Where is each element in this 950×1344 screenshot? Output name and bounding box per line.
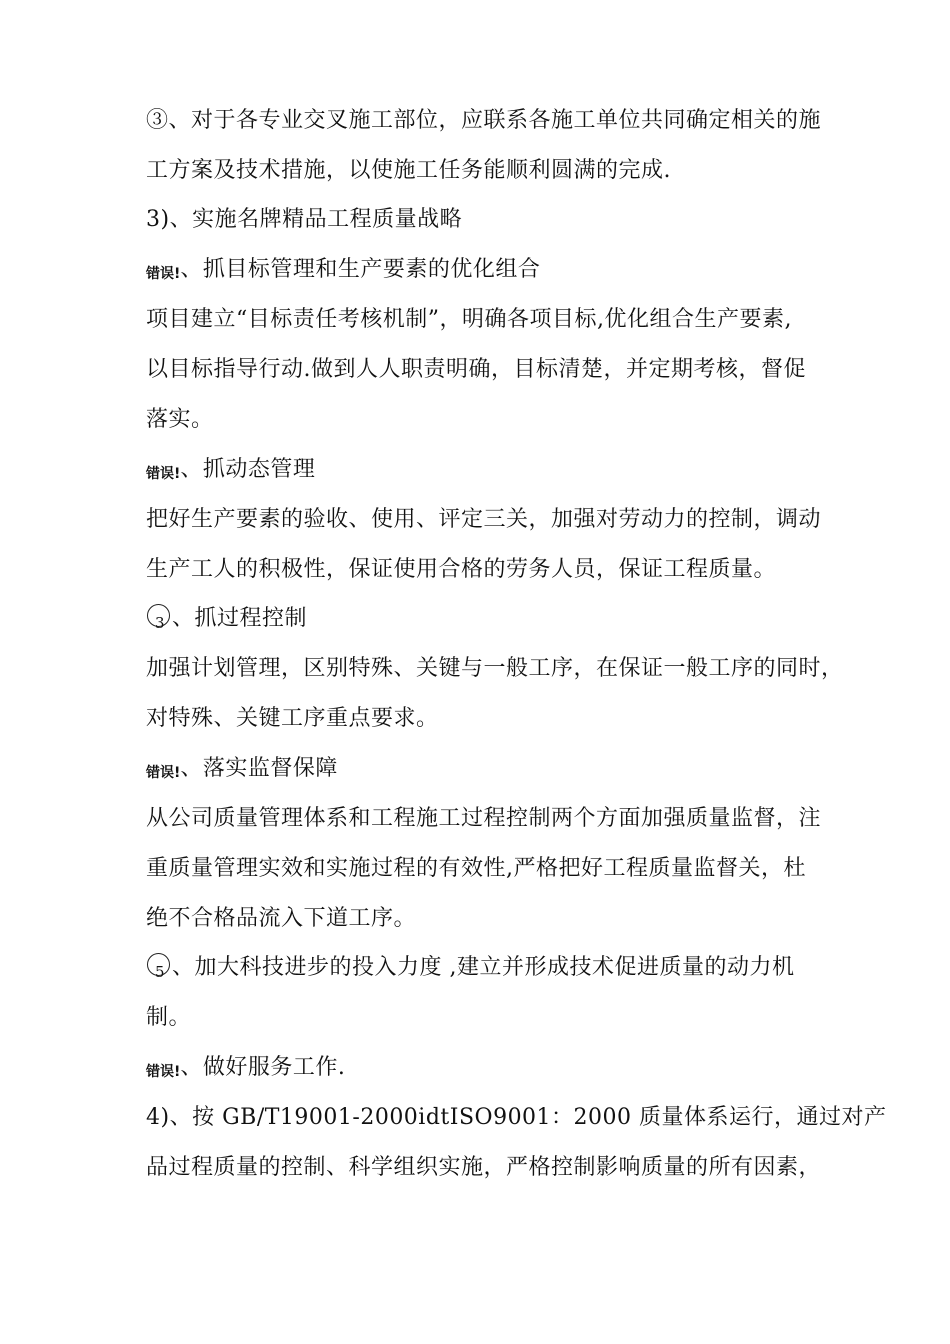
paragraph-line: 生产工人的积极性，保证使用合格的劳务人员，保证工程质量。	[146, 557, 777, 582]
list-item-label: 、抓过程控制	[172, 606, 308, 631]
list-item-heading	[146, 1053, 826, 1085]
paragraph-line: 对特殊、关键工序重点要求。	[146, 706, 439, 731]
error-marker: 错误!	[146, 1064, 181, 1080]
list-item-heading	[146, 953, 826, 983]
list-item-label: 、抓目标管理和生产要素的优化组合	[180, 257, 541, 282]
paragraph-line: 从公司质量管理体系和工程施工过程控制两个方面加强质量监督，注	[146, 806, 822, 831]
section-heading: 3)、实施名牌精品工程质量战略	[146, 207, 463, 232]
paragraph-line: 以目标指导行动.做到人人职责明确，目标清楚，并定期考核，督促	[146, 357, 806, 382]
error-marker: 错误!	[146, 765, 181, 781]
paragraph-line: 品过程质量的控制、科学组织实施，严格控制影响质量的所有因素，	[146, 1155, 822, 1180]
list-item-label: 、抓动态管理	[180, 457, 316, 482]
paragraph-line: 工方案及技术措施，以使施工任务能顺利圆满的完成.	[146, 158, 671, 183]
list-item-label: 、加大科技进步的投入力度 ,建立并形成技术促进质量的动力机	[172, 955, 795, 980]
list-item-label: 、做好服务工作.	[180, 1055, 346, 1080]
paragraph-line: 4)、按 GB/T19001-2000idtISO9001：2000 质量体系运行，通过对产	[146, 1105, 887, 1130]
paragraph-line: 制。	[146, 1005, 192, 1030]
paragraph-line: 落实。	[146, 407, 214, 432]
paragraph-line: ③、对于各专业交叉施工部位，应联系各施工单位共同确定相关的施	[146, 108, 822, 133]
paragraph-line: 绝不合格品流入下道工序。	[146, 906, 417, 931]
paragraph-line: 项目建立“目标责任考核机制”，明确各项目标,优化组合生产要素,	[146, 307, 792, 332]
list-item-heading	[146, 255, 826, 287]
paragraph-line: 重质量管理实效和实施过程的有效性,严格把好工程质量监督关，杜	[146, 856, 806, 881]
list-item-heading	[146, 604, 826, 634]
error-marker: 错误!	[146, 266, 181, 282]
error-marker: 错误!	[146, 466, 181, 482]
circled-number: 5	[146, 953, 172, 983]
list-item-heading	[146, 754, 826, 786]
list-item-heading	[146, 455, 826, 487]
paragraph-line: 加强计划管理，区别特殊、关键与一般工序，在保证一般工序的同时，	[146, 656, 844, 681]
list-item-label: 、落实监督保障	[180, 756, 338, 781]
circled-number: 3	[146, 604, 172, 634]
paragraph-line: 把好生产要素的验收、使用、评定三关，加强对劳动力的控制，调动	[146, 507, 822, 532]
